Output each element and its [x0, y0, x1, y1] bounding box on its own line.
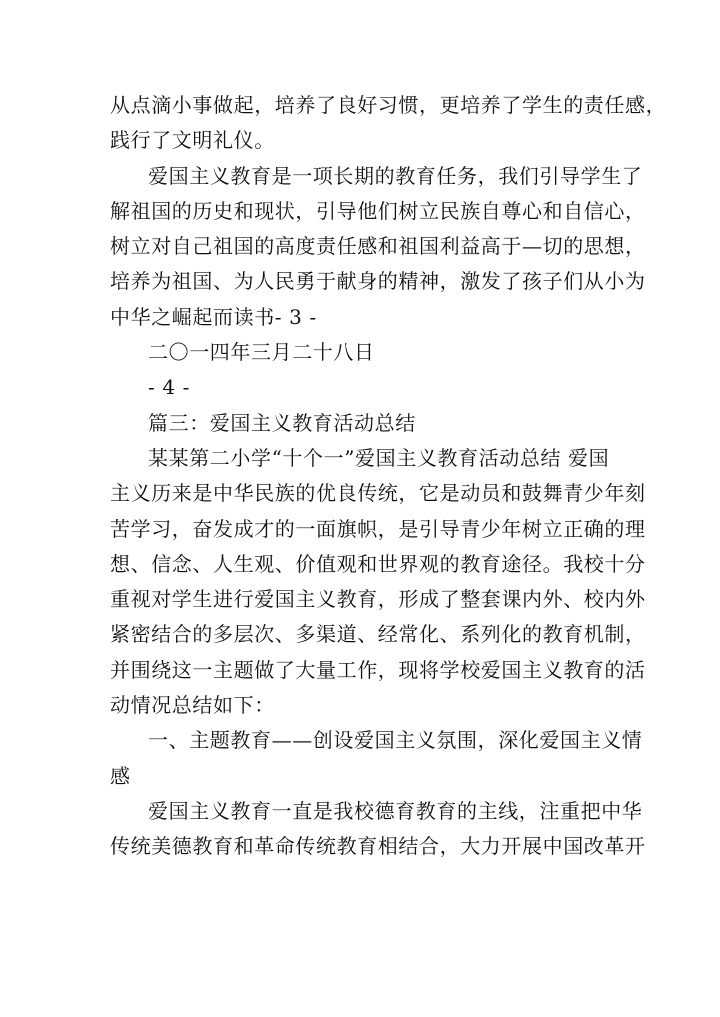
document-body: [110, 88, 667, 865]
text-line: 爱国主义教育一直是我校德育教育的主线，注重把中华: [148, 798, 643, 823]
text-line: 动情况总结如下：: [110, 693, 275, 718]
text-line: 传统美德教育和革命传统教育相结合，大力开展中国改革开: [110, 834, 646, 859]
text-line: 主义历来是中华民族的优良传统，它是动员和鼓舞青少年刻: [110, 481, 646, 506]
text-line: 从点滴小事做起，培养了良好习惯，更培养了学生的责任感，: [110, 93, 667, 117]
text-line: 树立对自己祖国的高度责任感和祖国利益高于—切的思想，: [110, 234, 646, 259]
text-line: 践行了文明礼仪。: [110, 128, 275, 153]
text-line: 篇三：爱国主义教育活动总结: [148, 410, 416, 435]
text-line: 爱国主义教育是一项长期的教育任务，我们引导学生了: [148, 163, 643, 188]
text-line: 二〇一四年三月二十八日: [148, 340, 375, 365]
text-line: 某某第二小学“十个一”爱国主义教育活动总结 爱国: [148, 445, 610, 470]
text-line: 并围绕这一主题做了大量工作，现将学校爱国主义教育的活: [110, 657, 646, 682]
text-line: 一、主题教育——创设爱国主义氛围，深化爱国主义情: [148, 728, 643, 753]
text-line: 想、信念、人生观、价值观和世界观的教育途径。我校十分: [110, 551, 646, 576]
text-line: 感: [110, 763, 131, 788]
text-line: - 4 -: [148, 375, 190, 400]
text-line: 紧密结合的多层次、多渠道、经常化、系列化的教育机制，: [110, 622, 646, 647]
text-line: 培养为祖国、为人民勇于献身的精神，激发了孩子们从小为: [110, 269, 646, 294]
text-line: 重视对学生进行爱国主义教育，形成了整套课内外、校内外: [110, 587, 646, 612]
text-line: 中华之崛起而读书- 3 -: [110, 304, 317, 329]
text-line: 苦学习，奋发成才的一面旗帜，是引导青少年树立正确的理: [110, 516, 646, 541]
text-line: 解祖国的历史和现状，引导他们树立民族自尊心和自信心，: [110, 198, 646, 223]
